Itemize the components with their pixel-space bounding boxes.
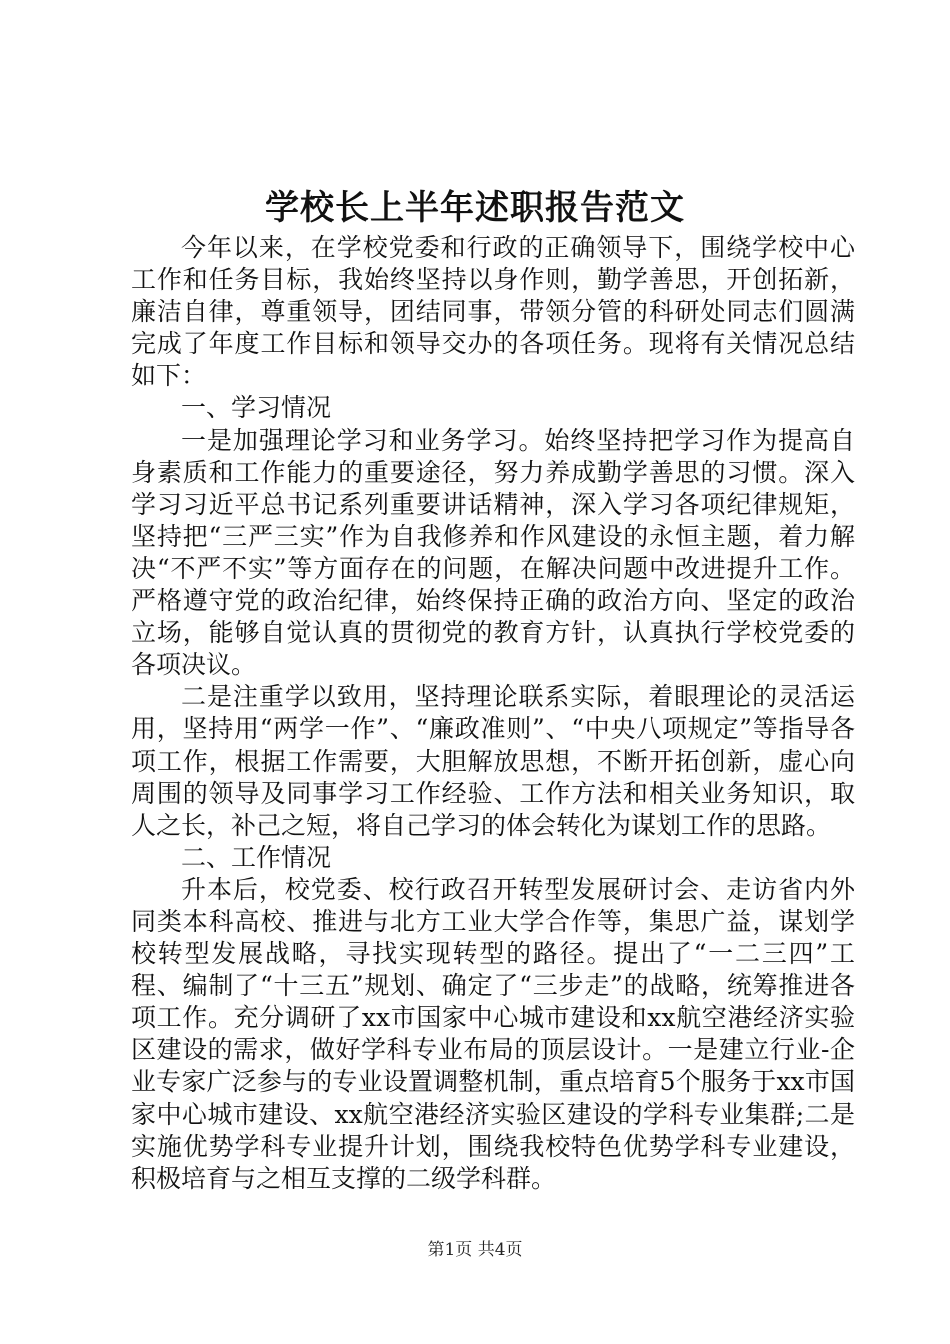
- study-paragraph-1: 一是加强理论学习和业务学习。始终坚持把学习作为提高自身素质和工作能力的重要途径，努力养成勤学善思的习惯。深入学习习近平总书记系列重要讲话精神，深入学习各项纪律规矩，坚持把“三严三实”作为自我修养和作风建设的永恒主题，着力解决“不严不实”等方面存在的问题，在解决问题中改进提升工作。严格遵守党的政治纪律，始终保持正确的政治方向、坚定的政治立场，能够自觉认真的贯彻党的教育方针，认真执行学校党委的各项决议。: [131, 425, 855, 680]
- study-paragraph-2: 二是注重学以致用，坚持理论联系实际，着眼理论的灵活运用，坚持用“两学一作”、“廉政准则”、“中央八项规定”等指导各项工作，根据工作需要，大胆解放思想，不断开拓创新，虚心向周围的领导及同事学习工作经验、工作方法和相关业务知识，取人之长，补己之短，将自己学习的体会转化为谋划工作的思路。: [131, 682, 855, 840]
- work-paragraph-1: 升本后，校党委、校行政召开转型发展研讨会、走访省内外同类本科高校、推进与北方工业大学合作等，集思广益，谋划学校转型发展战略，寻找实现转型的路径。提出了“一二三四”工程、编制了“十三五”规划、确定了“三步走”的战略，统筹推进各项工作。充分调研了xx市国家中心城市建设和xx航空港经济实验区建设的需求，做好学科专业布局的顶层设计。一是建立行业-企业专家广泛参与的专业设置调整机制，重点培育5个服务于xx市国家中心城市建设、xx航空港经济实验区建设的学科专业集群;二是实施优势学科专业提升计划，围绕我校特色优势学科专业建设，积极培育与之相互支撑的二级学科群。: [131, 874, 855, 1193]
- page-footer: 第1页 共4页: [427, 1240, 523, 1260]
- section-heading-study: 一、学习情况: [181, 393, 332, 423]
- intro-paragraph: 今年以来，在学校党委和行政的正确领导下，围绕学校中心工作和任务目标，我始终坚持以身作则，勤学善思，开创拓新，廉洁自律，尊重领导，团结同事，带领分管的科研处同志们圆满完成了年度工作目标和领导交办的各项任务。现将有关情况总结如下：: [131, 233, 855, 391]
- document-title: 学校长上半年述职报告范文: [265, 188, 685, 228]
- document-body: [131, 232, 855, 1195]
- section-heading-work: 二、工作情况: [181, 842, 332, 872]
